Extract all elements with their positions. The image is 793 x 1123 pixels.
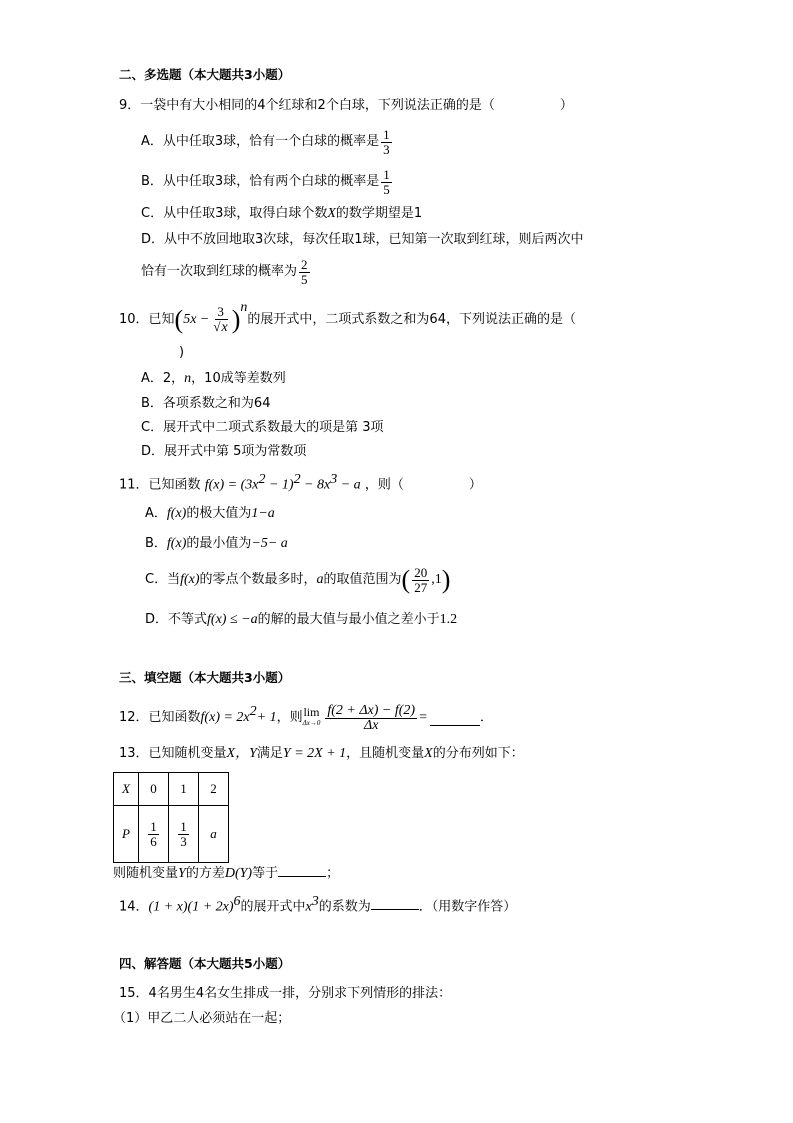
left-paren: ( [174,305,184,334]
question-9-option-d-line2 [141,254,312,290]
table-row [114,773,229,806]
q11-sup1: 2 [258,472,266,487]
table-cell: a [199,806,229,863]
frac-den: 5 [301,271,308,287]
frac-den: 6 [150,833,157,849]
table-cell [139,806,169,863]
frac-num: 2 [301,256,308,272]
q13-after2: 的方差 [185,866,225,881]
question-15-part-1: （1）甲乙二人必须站在一起； [113,1011,291,1026]
question-10-close-paren: ) [179,345,185,360]
option-d-value: 1.2 [439,612,458,627]
section-heading-fill-in: 三、填空题（本大题共3小题） [119,670,291,685]
section-heading-multiple-choice: 二、多选题（本大题共3小题） [119,67,291,82]
q13-after3: 等于 [252,866,279,881]
sqrt-x: x [221,320,228,335]
table-cell: 1 [169,773,199,806]
frac-num: 1 [383,126,390,142]
option-b-text: 的最小值为 [186,536,252,551]
option-a-text: A．2， [141,371,185,386]
question-13-stem [119,745,524,763]
question-11-option-b [145,535,288,553]
frac-num: 20 [414,564,428,580]
right-paren: ) [231,305,241,334]
fraction-20-27 [412,566,429,595]
option-a-text: A．从中任取3球，恰有一个白球的概率是 [141,134,380,149]
q11-tail: ，则（ ） [364,477,482,493]
question-10-option-c: C．展开式中二项式系数最大的项是第 3项 [141,420,384,435]
limit-operator [303,707,321,729]
q12-mid: ，则 [276,710,303,725]
f-x: f(x) [166,506,187,521]
q12-func-end: + 1 [256,710,277,725]
q11-lead: 11．已知函数 [119,477,201,493]
question-9-option-c [141,205,422,223]
q13-stem4: 的分布列如下： [432,746,524,761]
frac-den: 3 [180,833,187,849]
q13-vars: X，Y [226,746,257,761]
f-x: f(x) [166,536,187,551]
q12-period: ． [480,710,494,725]
answer-blank-14[interactable] [371,895,419,910]
q14-sup: 6 [233,894,241,909]
table-cell: X [114,773,139,806]
interval-end: ,1 [431,572,442,587]
option-a-text-end: ，10成等差数列 [191,371,286,386]
table-cell [169,806,199,863]
option-d-text: 的解的最大值与最小值之差小于 [257,612,440,627]
question-9-option-b [141,164,394,200]
q13-stem3: ，且随机变量 [346,746,425,761]
option-c-lead: C．当 [145,572,181,587]
question-10-option-d: D．展开式中第 5项为常数项 [141,444,307,459]
frac-num: 1 [383,166,390,182]
q12-lead: 12．已知函数 [119,710,201,725]
difference-quotient [325,704,417,733]
q13-var-x: X [424,746,433,761]
var-n: n [184,371,192,386]
q13-relation: Y = 2X + 1 [282,746,347,761]
q14-var-sup: 3 [311,894,319,909]
option-c-text2: 的取值范围为 [323,572,402,587]
table-cell: 0 [139,773,169,806]
right-paren: ) [441,565,451,594]
option-label-a: A． [145,506,167,521]
q13-stem1: 13．已知随机变量 [119,746,227,761]
answer-blank-12[interactable] [430,711,480,726]
q10-fraction [211,305,229,335]
question-11-option-d [145,611,457,629]
table-cell: P [114,806,139,863]
frac-den: 3 [383,141,390,157]
q12-equals: = [419,710,427,725]
frac-num: f(2 + Δx) − f(2) [327,702,416,718]
fraction-one-fifth [381,168,392,197]
q14-tail: 的系数为 [318,899,371,915]
table-cell: 2 [199,773,229,806]
option-c-text1: 的零点个数最多时， [199,572,317,587]
q10-expr: 5x − [183,312,210,327]
fraction-one-sixth [148,820,159,849]
lim-text: lim [303,705,320,719]
q10-lead: 10．已知 [119,312,175,327]
q14-var: x [305,899,312,915]
frac-num: 1 [180,818,187,834]
option-b-text: B．从中任取3球，恰有两个白球的概率是 [141,174,380,189]
q11-sup3: 3 [330,472,338,487]
q14-mid: 的展开式中 [240,899,306,915]
table-row [114,806,229,863]
q10-tail: 的展开式中，二项式系数之和为64，下列说法正确的是（ [247,312,576,327]
distribution-table [113,772,229,863]
answer-blank-13[interactable] [278,862,326,877]
q11-sup2: 2 [293,472,301,487]
option-c-text-end: 的数学期望是1 [335,206,423,221]
option-d-lead: D．不等式 [145,612,208,627]
option-d-text: 恰有一次取到红球的概率为 [141,264,298,279]
var-a: a [316,572,324,587]
q13-var-y: Y [178,866,186,881]
q13-dy: D(Y) [224,866,253,881]
q11-func-tail: − 8x [300,477,331,493]
var-x: X [327,206,336,221]
q12-sup: 2 [249,704,257,719]
question-10-stem [119,300,576,340]
frac-den-sqrt: √x [213,319,228,335]
lim-sub: Δx→0 [302,719,321,727]
option-c-text: C．从中任取3球，取得白球个数 [141,206,328,221]
q14-end: ．（用数字作答） [418,899,517,915]
frac-den: 5 [383,181,390,197]
left-paren: ( [401,565,411,594]
q11-func-mid: − 1) [265,477,294,493]
frac-den: 27 [414,579,428,595]
question-12-stem [119,698,493,738]
question-15-stem: 15．4名男生4名女生排成一排，分别求下列情形的排法： [119,986,452,1001]
fraction-two-fifths [299,258,310,287]
fraction-one-third [178,820,189,849]
question-11-option-a [145,505,275,523]
q13-stem2: 满足 [256,746,283,761]
q13-after-end: ； [326,866,340,881]
question-10-option-a [141,370,286,388]
option-b-value: −5− a [251,536,288,551]
q13-after1: 则随机变量 [113,866,179,881]
question-13-ask [113,862,339,883]
section-heading-solution: 四、解答题（本大题共5小题） [119,956,291,971]
q14-lead: 14． [119,899,149,915]
frac-den: Δx [363,717,379,733]
option-a-value: 1−a [251,506,275,521]
question-11-option-c [145,560,450,600]
inequality: f(x) ≤ −a [207,612,258,627]
question-9-option-a [141,124,394,160]
option-label-b: B． [145,536,167,551]
question-11-stem [119,471,482,494]
question-9-option-d-line1: D．从中不放回地取3次球，每次任取1球，已知第一次取到红球，则后两次中 [141,232,584,247]
option-a-text: 的极大值为 [186,506,252,521]
question-10-option-b: B．各项系数之和为64 [141,396,271,411]
frac-num: 3 [217,304,224,319]
fraction-one-third [381,128,392,157]
q11-func-end: − a [337,477,361,493]
q14-expr: (1 + x)(1 + 2x) [148,899,234,915]
q11-func: f(x) = (3x [204,477,259,493]
question-14-stem [119,893,516,916]
question-9-stem: 9．一袋中有大小相同的4个红球和2个白球，下列说法正确的是（ ） [119,98,573,113]
q12-func: f(x) = 2x [200,710,250,725]
f-x: f(x) [180,572,200,587]
frac-num: 1 [150,818,157,834]
exp-n: n [240,300,248,315]
